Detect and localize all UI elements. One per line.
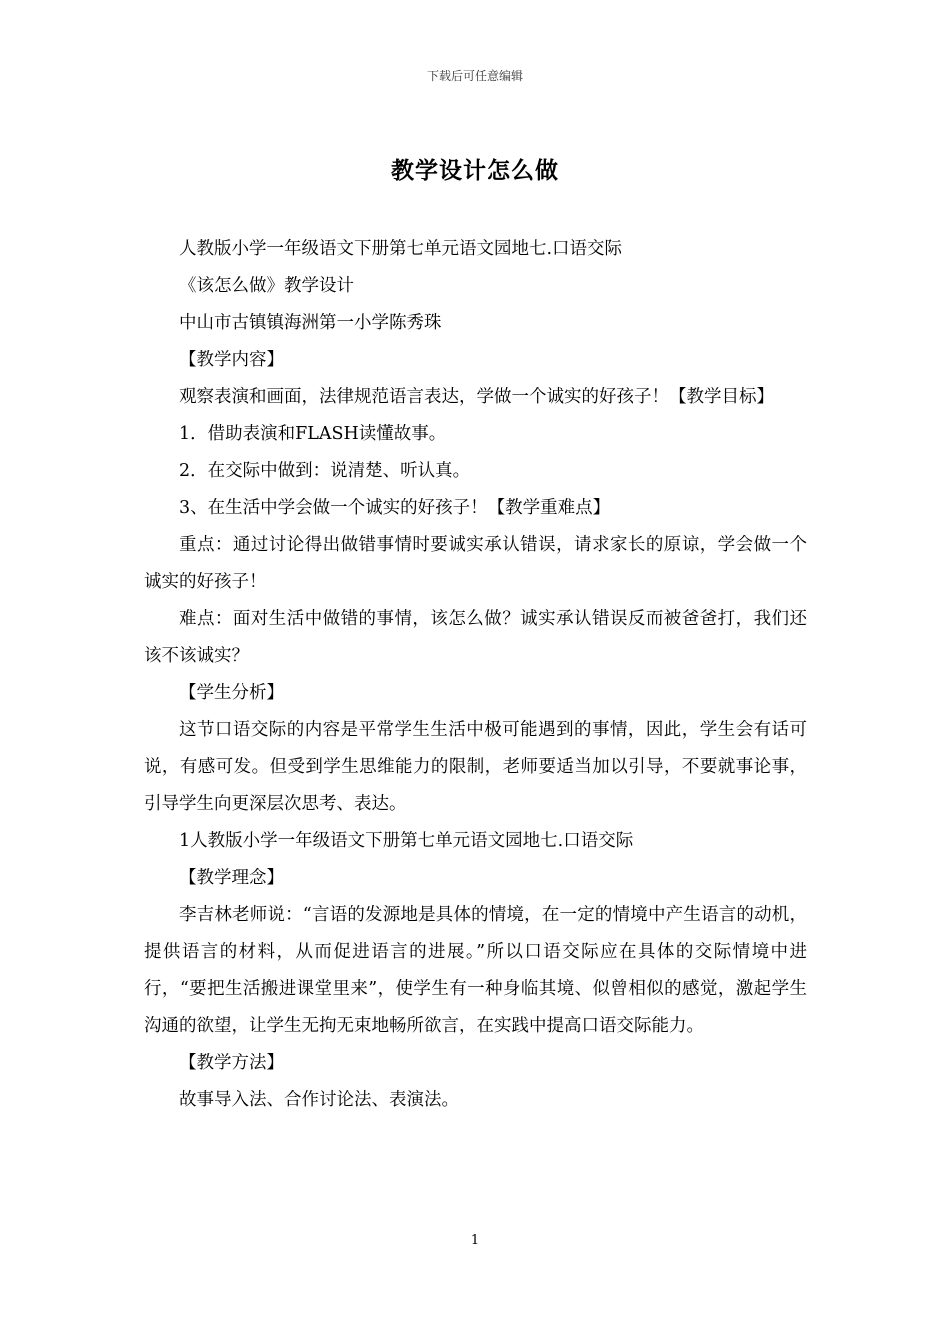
paragraph-methods: 故事导入法、合作讨论法、表演法。 xyxy=(179,1090,459,1110)
section-heading-methods: 【教学方法】 xyxy=(179,1053,284,1073)
page-number: 1 xyxy=(470,1233,480,1248)
paragraph-author: 中山市古镇镇海洲第一小学陈秀珠 xyxy=(179,313,442,333)
section-heading-content: 【教学内容】 xyxy=(179,350,284,370)
paragraph-philosophy: 李吉林老师说：“言语的发源地是具体的情境，在一定的情境中产生语言的动机，提供语言的材料，从而促进语言的进展。”所以口语交际应在具体的交际情境中进行，“要把生活搬进课堂里来”，使学生有一种身临其境、似曾相似的感觉，激起学生沟通的欲望，让学生无拘无束地畅所欲言，在实践中提高口语交际能力。 xyxy=(144,905,807,1036)
paragraph-goal-1: 1．借助表演和FLASH读懂故事。 xyxy=(179,424,447,444)
paragraph-design-title: 《该怎么做》教学设计 xyxy=(179,276,354,296)
document-title: 教学设计怎么做 xyxy=(391,157,559,184)
paragraph-student-analysis: 这节口语交际的内容是平常学生生活中极可能遇到的事情，因此，学生会有话可说，有感可发。但受到学生思维能力的限制，老师要适当加以引导，不要就事论事，引导学生向更深层次思考、表达。 xyxy=(144,720,807,814)
paragraph-goal-2: 2．在交际中做到：说清楚、听认真。 xyxy=(179,461,471,481)
paragraph-difficult-point: 难点：面对生活中做错的事情，该怎么做？诚实承认错误反而被爸爸打，我们还该不该诚实？ xyxy=(144,609,807,666)
document-body xyxy=(144,231,807,1119)
section-heading-philosophy: 【教学理念】 xyxy=(179,868,284,888)
paragraph-textbook-info: 人教版小学一年级语文下册第七单元语文园地七.口语交际 xyxy=(179,239,623,259)
section-heading-student-analysis: 【学生分析】 xyxy=(179,683,284,703)
page-header-note: 下载后可任意编辑 xyxy=(426,69,523,83)
paragraph-goal-3: 3、在生活中学会做一个诚实的好孩子！【教学重难点】 xyxy=(179,498,611,518)
paragraph-textbook-info-repeat: 1人教版小学一年级语文下册第七单元语文园地七.口语交际 xyxy=(179,831,634,851)
paragraph-content: 观察表演和画面，法律规范语言表达，学做一个诚实的好孩子！【教学目标】 xyxy=(179,387,774,407)
paragraph-key-point: 重点：通过讨论得出做错事情时要诚实承认错误，请求家长的原谅，学会做一个诚实的好孩子！ xyxy=(144,535,807,592)
